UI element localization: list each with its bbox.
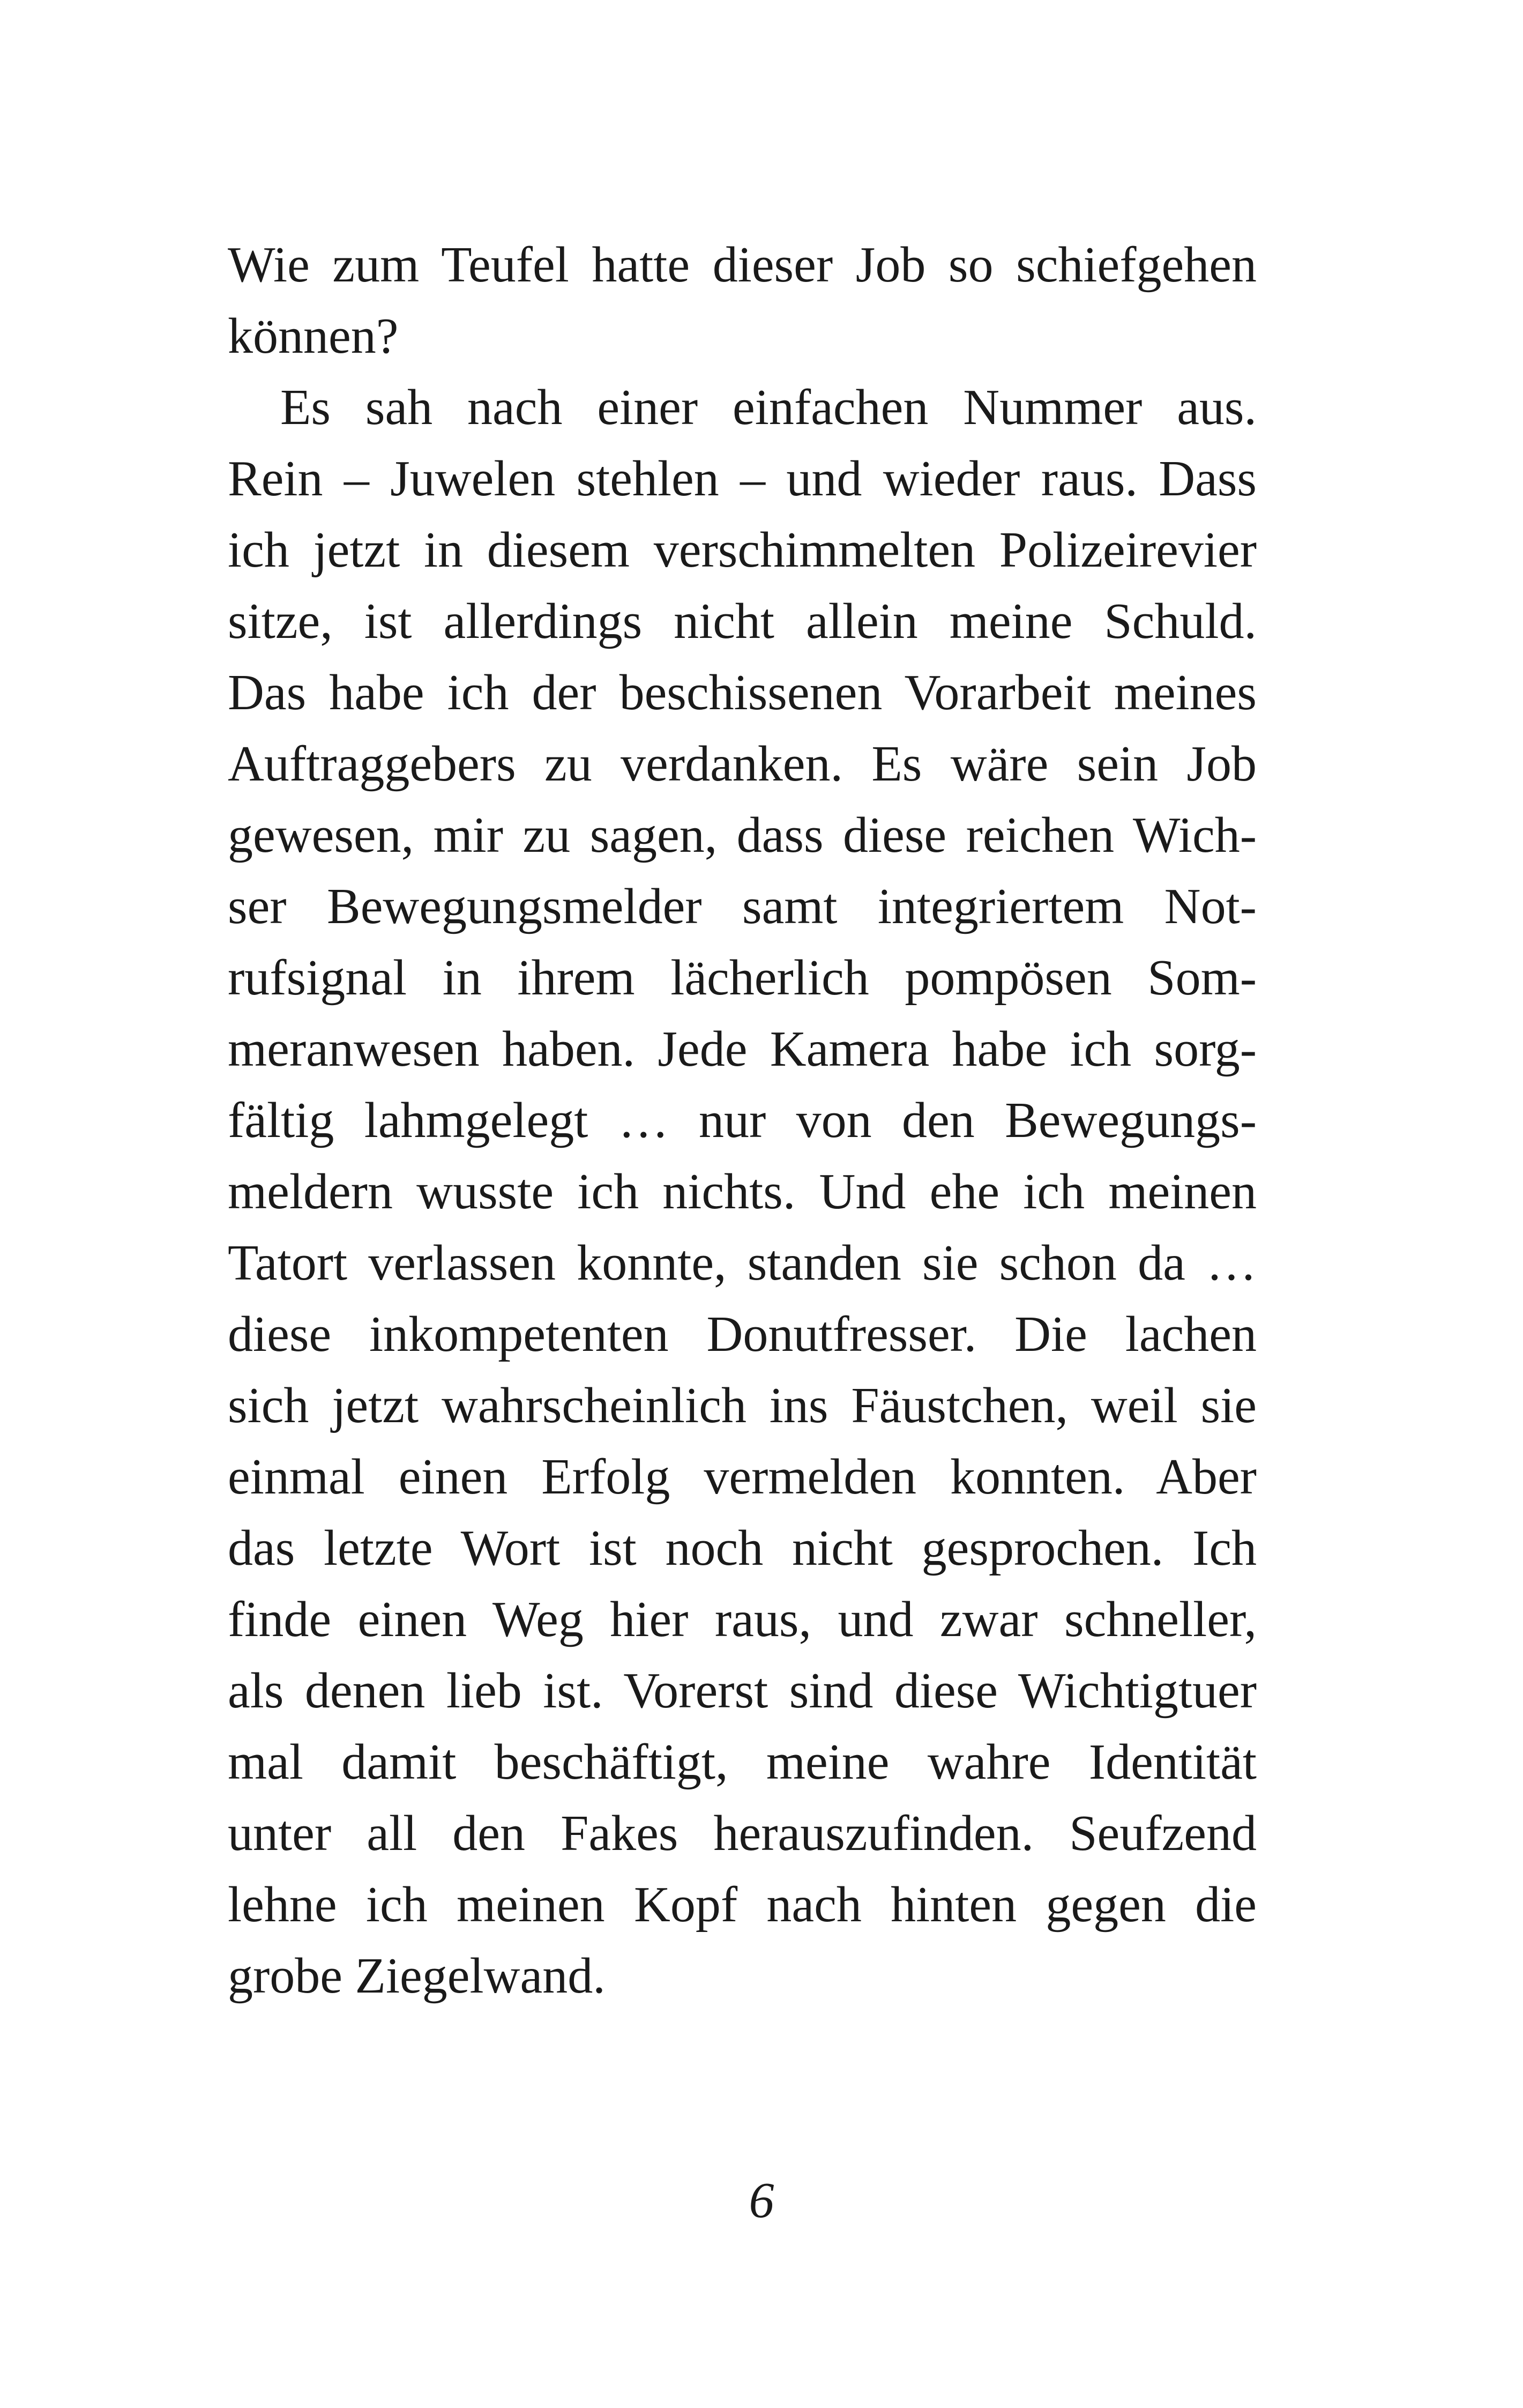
text-line: finde einen Weg hier raus, und zwar schneller, <box>228 1592 1257 1647</box>
text-line: als denen lieb ist. Vorerst sind diese Wichtigtuer <box>228 1663 1257 1719</box>
text-line: können? <box>228 308 399 364</box>
text-line: rufsignal in ihrem lächerlich pompösen Som- <box>228 950 1257 1006</box>
text-line: diese inkompetenten Donutfresser. Die lachen <box>228 1306 1257 1362</box>
body-text <box>228 229 1257 2012</box>
text-line: meldern wusste ich nichts. Und ehe ich meinen <box>228 1164 1257 1220</box>
text-line: grobe Ziegelwand. <box>228 1948 606 2004</box>
text-line: Rein – Juwelen stehlen – und wieder raus. Dass <box>228 451 1257 507</box>
page-number: 6 <box>749 2173 774 2228</box>
text-line: sich jetzt wahrscheinlich ins Fäustchen, weil sie <box>228 1378 1257 1433</box>
text-line: meranwesen haben. Jede Kamera habe ich sorg- <box>228 1021 1257 1077</box>
text-line: ser Bewegungsmelder samt integriertem Not- <box>228 879 1257 934</box>
text-line: mal damit beschäftigt, meine wahre Identität <box>228 1734 1257 1790</box>
text-line: das letzte Wort ist noch nicht gesprochen. Ich <box>228 1520 1257 1576</box>
text-line: gewesen, mir zu sagen, dass diese reichen Wich- <box>228 807 1257 863</box>
text-line: fältig lahmgelegt … nur von den Bewegungs- <box>228 1092 1257 1148</box>
text-line: Es sah nach einer einfachen Nummer aus. <box>280 380 1257 435</box>
text-line: sitze, ist allerdings nicht allein meine Schuld. <box>228 593 1257 649</box>
text-line: Wie zum Teufel hatte dieser Job so schiefgehen <box>228 237 1257 293</box>
text-line: ich jetzt in diesem verschimmelten Polizeirevier <box>228 522 1257 578</box>
text-line: lehne ich meinen Kopf nach hinten gegen die <box>228 1877 1257 1933</box>
text-line: einmal einen Erfolg vermelden konnten. Aber <box>228 1449 1257 1505</box>
text-line: unter all den Fakes herauszufinden. Seufzend <box>228 1805 1257 1861</box>
text-line: Tatort verlassen konnte, standen sie schon da … <box>228 1235 1257 1291</box>
text-line: Auftraggebers zu verdanken. Es wäre sein Job <box>228 736 1257 792</box>
text-line: Das habe ich der beschissenen Vorarbeit meines <box>228 665 1257 720</box>
